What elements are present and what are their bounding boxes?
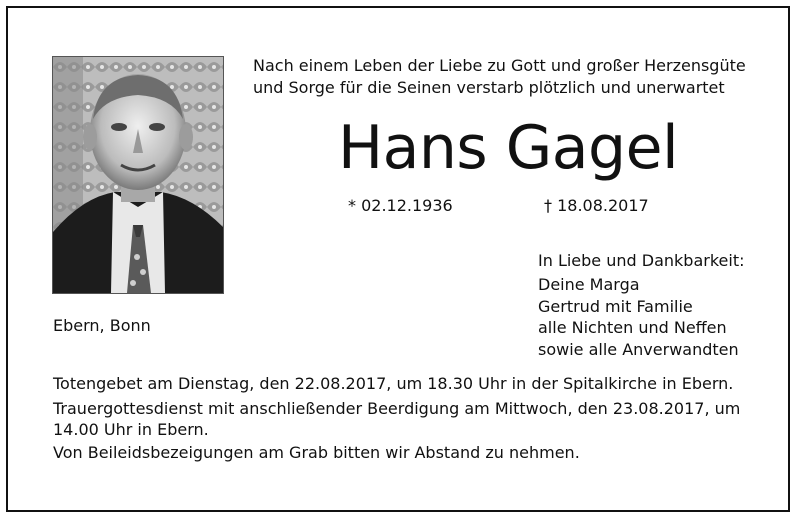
portrait-image (53, 57, 223, 293)
funeral-notice: Trauergottesdienst mit anschließender Beerdigung am Mittwoch, den 23.08.2017, um (53, 399, 741, 418)
intro-line-2: und Sorge für die Seinen verstarb plötzlich und unerwartet (253, 78, 725, 97)
prayer-notice: Totengebet am Dienstag, den 22.08.2017, um 18.30 Uhr in der Spitalkirche in Ebern. (53, 374, 734, 393)
death-date: † 18.08.2017 (544, 196, 649, 215)
deceased-name: Hans Gagel (338, 113, 679, 183)
funeral-notice-continued: 14.00 Uhr in Ebern. (53, 420, 209, 439)
birth-date: * 02.12.1936 (348, 196, 453, 215)
intro-line-1: Nach einem Leben der Liebe zu Gott und großer Herzensgüte (253, 56, 746, 75)
mourner-name: Gertrud mit Familie (538, 297, 693, 316)
portrait-photo (52, 56, 224, 294)
mourner-name: sowie alle Anverwandten (538, 340, 739, 359)
mourner-name: Deine Marga (538, 275, 640, 294)
mourner-name: alle Nichten und Neffen (538, 318, 727, 337)
mourners-heading: In Liebe und Dankbarkeit: (538, 251, 745, 270)
place-of-residence: Ebern, Bonn (53, 316, 151, 335)
condolence-notice: Von Beileidsbezeigungen am Grab bitten wir Abstand zu nehmen. (53, 443, 580, 462)
